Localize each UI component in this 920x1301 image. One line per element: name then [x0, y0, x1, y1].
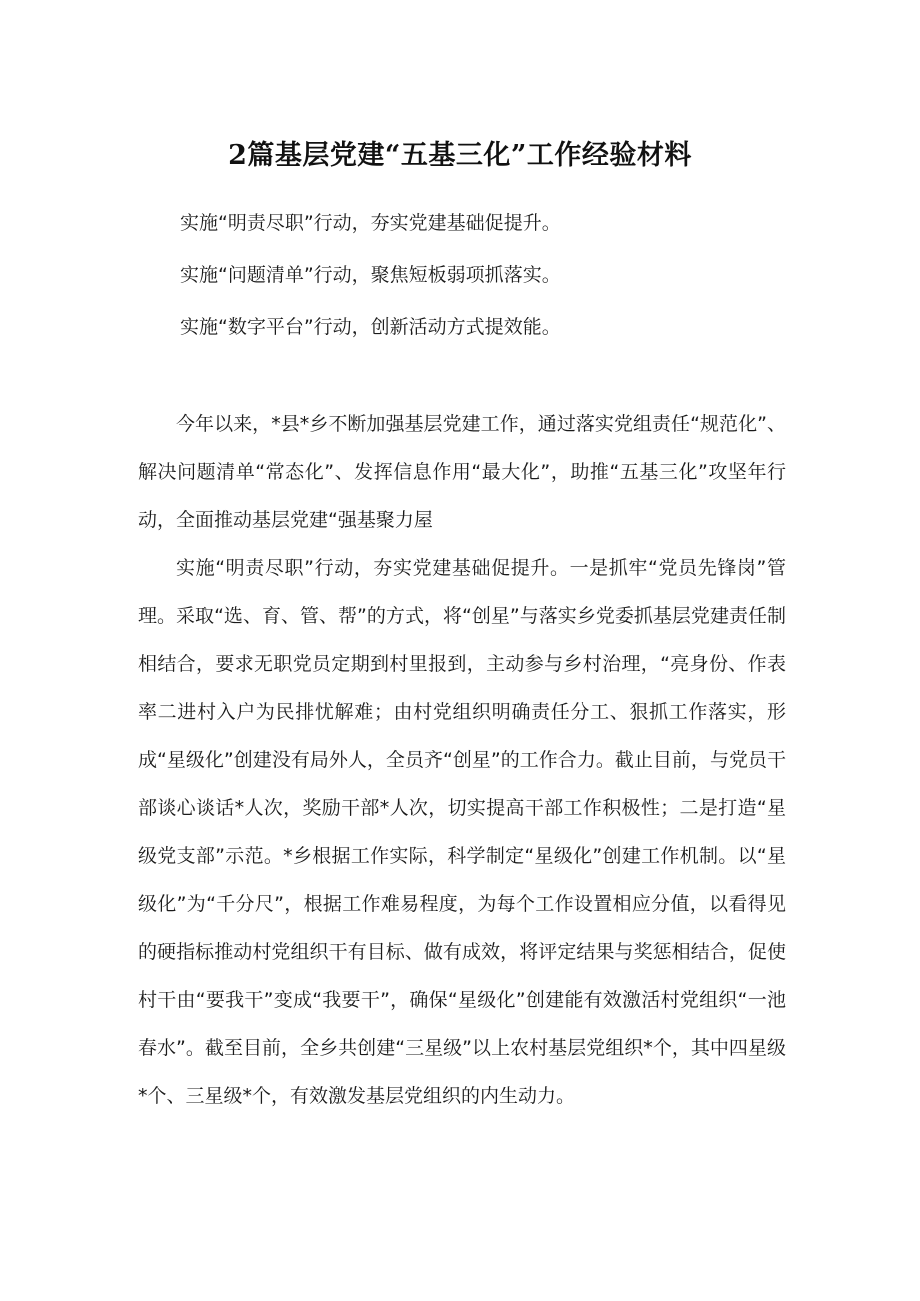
- summary-list: [180, 210, 561, 366]
- summary-item-2: 实施“问题清单”行动，聚焦短板弱项抓落实。: [180, 264, 561, 286]
- body-paragraph: 实施“明责尽职”行动，夯实党建基础促提升。一是抓牢“党员先锋岗”管理。采取“选、育、管、帮”的方式，将“创星”与落实乡党委抓基层党建责任制相结合，要求无职党员定期到村里报到，主动参与乡村治理，“亮身份、作表率二进村入户为民排忧解难；由村党组织明确责任分工、狠抓工作落实，形成“星级化”创建没有局外人，全员齐“创星”的工作合力。截止目前，与党员干部谈心谈话*人次，奖励干部*人次，切实提高干部工作积极性；二是打造“星级党支部”示范。*乡根据工作实际，科学制定“星级化”创建工作机制。以“星级化”为“千分尺”，根据工作难易程度，为每个工作设置相应分值，以看得见的硬指标推动村党组织干有目标、做有成效，将评定结果与奖惩相结合，促使村干由“要我干”变成“我要干”，确保“星级化”创建能有效激活村党组织“一池春水”。截至目前，全乡共创建“三星级”以上农村基层党组织*个，其中四星级*个、三星级*个，有效激发基层党组织的内生动力。: [138, 557, 786, 1107]
- document-body: [138, 400, 786, 1120]
- document-title: 2篇基层党建“五基三化”工作经验材料: [228, 140, 692, 172]
- summary-item-1: 实施“明责尽职”行动，夯实党建基础促提升。: [180, 212, 561, 234]
- summary-item-3: 实施“数字平台”行动，创新活动方式提效能。: [180, 316, 561, 338]
- intro-paragraph: 今年以来，*县*乡不断加强基层党建工作，通过落实党组责任“规范化”、解决问题清单“常态化”、发挥信息作用“最大化”，助推“五基三化”攻坚年行动，全面推动基层党建“强基聚力屋: [138, 413, 786, 531]
